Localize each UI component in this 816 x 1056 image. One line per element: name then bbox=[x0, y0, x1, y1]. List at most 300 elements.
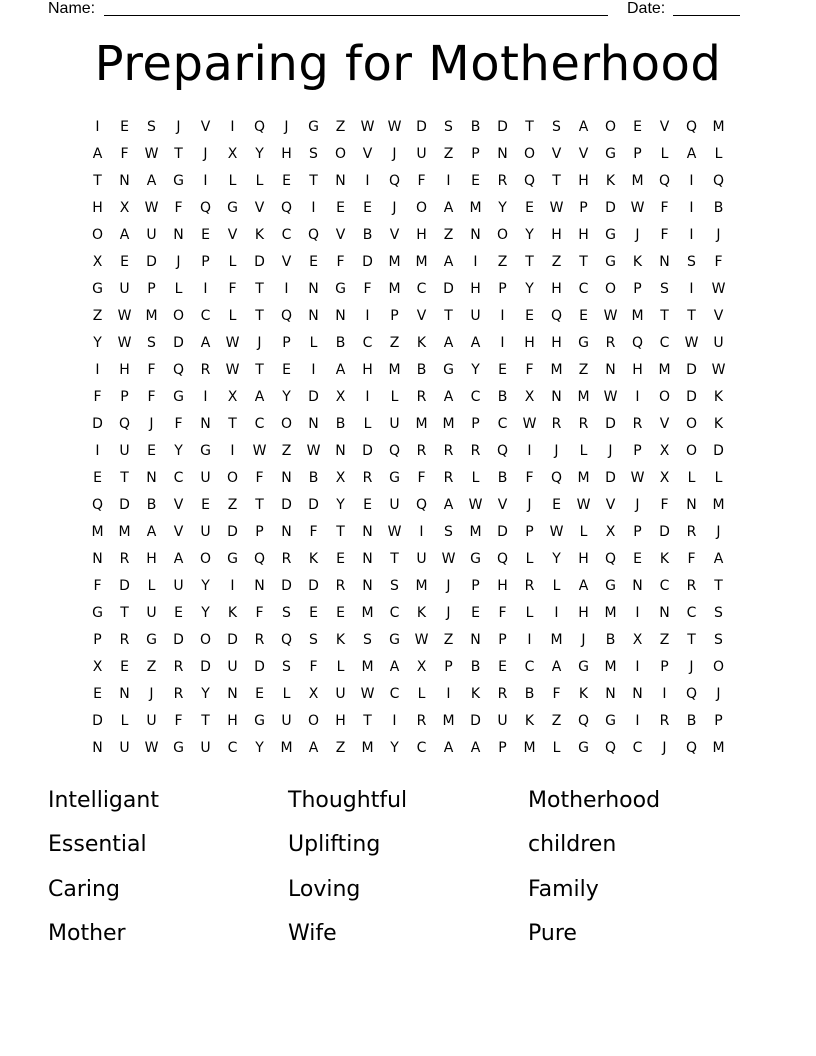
grid-letter[interactable]: O bbox=[334, 145, 347, 162]
grid-letter[interactable]: A bbox=[443, 496, 454, 513]
grid-letter[interactable]: V bbox=[659, 415, 670, 432]
grid-letter[interactable]: N bbox=[659, 253, 670, 270]
grid-letter[interactable]: G bbox=[92, 604, 103, 621]
grid-letter[interactable]: F bbox=[363, 280, 372, 297]
grid-letter[interactable]: S bbox=[390, 577, 399, 594]
grid-letter[interactable]: M bbox=[280, 739, 293, 756]
grid-letter[interactable]: M bbox=[604, 658, 617, 675]
grid-letter[interactable]: N bbox=[146, 469, 157, 486]
grid-letter[interactable]: U bbox=[119, 739, 130, 756]
grid-letter[interactable]: J bbox=[446, 577, 451, 594]
grid-letter[interactable]: D bbox=[659, 523, 670, 540]
grid-letter[interactable]: L bbox=[660, 145, 669, 162]
grid-letter[interactable]: F bbox=[552, 685, 561, 702]
grid-letter[interactable]: F bbox=[93, 577, 102, 594]
grid-letter[interactable]: L bbox=[390, 388, 399, 405]
grid-letter[interactable]: D bbox=[254, 253, 265, 270]
grid-letter[interactable]: I bbox=[203, 388, 208, 405]
grid-letter[interactable]: P bbox=[93, 631, 102, 648]
grid-letter[interactable]: H bbox=[281, 145, 292, 162]
grid-letter[interactable]: S bbox=[714, 604, 723, 621]
grid-letter[interactable]: Q bbox=[523, 172, 536, 189]
grid-letter[interactable]: C bbox=[632, 739, 643, 756]
grid-letter[interactable]: U bbox=[227, 658, 238, 675]
grid-letter[interactable]: P bbox=[471, 415, 480, 432]
grid-letter[interactable]: J bbox=[257, 334, 262, 351]
grid-letter[interactable]: A bbox=[92, 145, 103, 162]
grid-letter[interactable]: K bbox=[605, 172, 616, 189]
grid-letter[interactable]: C bbox=[200, 307, 211, 324]
grid-letter[interactable]: Y bbox=[552, 550, 561, 567]
grid-letter[interactable]: F bbox=[228, 280, 237, 297]
grid-letter[interactable]: N bbox=[173, 226, 184, 243]
grid-letter[interactable]: P bbox=[633, 523, 642, 540]
grid-letter[interactable]: G bbox=[578, 658, 589, 675]
grid-letter[interactable]: R bbox=[470, 442, 481, 459]
grid-letter[interactable]: G bbox=[605, 145, 616, 162]
grid-letter[interactable]: M bbox=[712, 118, 725, 135]
grid-letter[interactable]: Q bbox=[253, 118, 266, 135]
grid-letter[interactable]: S bbox=[660, 280, 669, 297]
grid-letter[interactable]: A bbox=[443, 199, 454, 216]
grid-letter[interactable]: G bbox=[443, 361, 454, 378]
grid-letter[interactable]: V bbox=[173, 523, 184, 540]
grid-letter[interactable]: N bbox=[119, 685, 130, 702]
grid-letter[interactable]: I bbox=[527, 442, 532, 459]
grid-letter[interactable]: S bbox=[714, 631, 723, 648]
grid-letter[interactable]: N bbox=[470, 226, 481, 243]
grid-letter[interactable]: M bbox=[550, 631, 563, 648]
grid-letter[interactable]: W bbox=[252, 442, 267, 459]
grid-letter[interactable]: L bbox=[471, 469, 480, 486]
grid-letter[interactable]: N bbox=[281, 469, 292, 486]
grid-letter[interactable]: P bbox=[525, 523, 534, 540]
grid-letter[interactable]: V bbox=[362, 145, 373, 162]
grid-letter[interactable]: A bbox=[254, 388, 265, 405]
grid-letter[interactable]: P bbox=[471, 577, 480, 594]
grid-letter[interactable]: K bbox=[632, 253, 643, 270]
grid-letter[interactable]: P bbox=[633, 280, 642, 297]
grid-letter[interactable]: S bbox=[282, 658, 291, 675]
grid-letter[interactable]: T bbox=[390, 550, 399, 567]
grid-letter[interactable]: U bbox=[119, 280, 130, 297]
grid-letter[interactable]: J bbox=[689, 658, 694, 675]
grid-letter[interactable]: V bbox=[659, 118, 670, 135]
grid-letter[interactable]: F bbox=[714, 253, 723, 270]
grid-letter[interactable]: L bbox=[282, 685, 291, 702]
grid-letter[interactable]: B bbox=[470, 118, 481, 135]
grid-letter[interactable]: C bbox=[524, 658, 535, 675]
grid-letter[interactable]: V bbox=[200, 118, 211, 135]
grid-letter[interactable]: I bbox=[392, 712, 397, 729]
grid-letter[interactable]: L bbox=[228, 307, 237, 324]
grid-letter[interactable]: Q bbox=[631, 334, 644, 351]
grid-letter[interactable]: P bbox=[390, 307, 399, 324]
grid-letter[interactable]: T bbox=[309, 172, 318, 189]
grid-letter[interactable]: I bbox=[635, 604, 640, 621]
grid-letter[interactable]: R bbox=[686, 577, 697, 594]
grid-letter[interactable]: Z bbox=[92, 307, 103, 324]
date-field-line[interactable] bbox=[673, 15, 740, 16]
grid-letter[interactable]: W bbox=[117, 334, 132, 351]
grid-letter[interactable]: E bbox=[309, 253, 318, 270]
grid-letter[interactable]: D bbox=[119, 496, 130, 513]
grid-letter[interactable]: V bbox=[551, 145, 562, 162]
grid-letter[interactable]: L bbox=[714, 145, 723, 162]
grid-letter[interactable]: S bbox=[444, 118, 453, 135]
grid-letter[interactable]: I bbox=[662, 685, 667, 702]
grid-letter[interactable]: Q bbox=[280, 199, 293, 216]
grid-letter[interactable]: D bbox=[443, 280, 454, 297]
grid-letter[interactable]: E bbox=[471, 604, 480, 621]
grid-letter[interactable]: Q bbox=[550, 307, 563, 324]
grid-letter[interactable]: W bbox=[603, 388, 618, 405]
grid-letter[interactable]: K bbox=[308, 550, 319, 567]
grid-letter[interactable]: R bbox=[416, 442, 427, 459]
grid-letter[interactable]: M bbox=[550, 361, 563, 378]
grid-letter[interactable]: B bbox=[146, 496, 157, 513]
grid-letter[interactable]: G bbox=[173, 388, 184, 405]
grid-letter[interactable]: D bbox=[362, 442, 373, 459]
grid-letter[interactable]: U bbox=[146, 226, 157, 243]
grid-letter[interactable]: S bbox=[687, 253, 696, 270]
grid-letter[interactable]: O bbox=[172, 307, 185, 324]
grid-letter[interactable]: N bbox=[92, 739, 103, 756]
grid-letter[interactable]: T bbox=[660, 307, 669, 324]
grid-letter[interactable]: E bbox=[201, 496, 210, 513]
grid-letter[interactable]: R bbox=[524, 577, 535, 594]
grid-letter[interactable]: R bbox=[659, 712, 670, 729]
grid-letter[interactable]: F bbox=[660, 199, 669, 216]
grid-letter[interactable]: I bbox=[689, 172, 694, 189]
grid-letter[interactable]: S bbox=[309, 145, 318, 162]
grid-letter[interactable]: D bbox=[308, 496, 319, 513]
grid-letter[interactable]: H bbox=[227, 712, 238, 729]
grid-letter[interactable]: S bbox=[147, 118, 156, 135]
grid-letter[interactable]: D bbox=[281, 496, 292, 513]
grid-letter[interactable]: A bbox=[686, 145, 697, 162]
grid-letter[interactable]: O bbox=[604, 118, 617, 135]
grid-letter[interactable]: Z bbox=[551, 712, 562, 729]
grid-letter[interactable]: M bbox=[388, 280, 401, 297]
grid-letter[interactable]: E bbox=[498, 361, 507, 378]
grid-letter[interactable]: L bbox=[147, 577, 156, 594]
grid-letter[interactable]: L bbox=[309, 334, 318, 351]
grid-letter[interactable]: T bbox=[687, 307, 696, 324]
grid-letter[interactable]: P bbox=[498, 631, 507, 648]
grid-letter[interactable]: I bbox=[365, 172, 370, 189]
grid-letter[interactable]: P bbox=[120, 388, 129, 405]
grid-letter[interactable]: I bbox=[500, 307, 505, 324]
grid-letter[interactable]: Z bbox=[578, 361, 589, 378]
grid-letter[interactable]: G bbox=[578, 739, 589, 756]
grid-letter[interactable]: M bbox=[388, 253, 401, 270]
grid-letter[interactable]: T bbox=[525, 253, 534, 270]
grid-letter[interactable]: D bbox=[470, 712, 481, 729]
grid-letter[interactable]: Q bbox=[280, 307, 293, 324]
grid-letter[interactable]: D bbox=[497, 118, 508, 135]
grid-letter[interactable]: O bbox=[712, 658, 725, 675]
grid-letter[interactable]: M bbox=[442, 415, 455, 432]
grid-letter[interactable]: M bbox=[712, 496, 725, 513]
grid-letter[interactable]: B bbox=[605, 631, 616, 648]
grid-letter[interactable]: K bbox=[713, 388, 724, 405]
grid-letter[interactable]: G bbox=[605, 226, 616, 243]
grid-letter[interactable]: F bbox=[687, 550, 696, 567]
grid-letter[interactable]: J bbox=[284, 118, 289, 135]
grid-letter[interactable]: P bbox=[201, 253, 210, 270]
grid-letter[interactable]: R bbox=[362, 469, 373, 486]
grid-letter[interactable]: E bbox=[363, 496, 372, 513]
grid-letter[interactable]: N bbox=[119, 172, 130, 189]
grid-letter[interactable]: F bbox=[309, 523, 318, 540]
grid-letter[interactable]: I bbox=[635, 712, 640, 729]
grid-letter[interactable]: M bbox=[577, 388, 590, 405]
grid-letter[interactable]: Z bbox=[389, 334, 400, 351]
grid-letter[interactable]: E bbox=[633, 550, 642, 567]
grid-letter[interactable]: Q bbox=[307, 226, 320, 243]
grid-letter[interactable]: J bbox=[635, 496, 640, 513]
grid-letter[interactable]: N bbox=[659, 604, 670, 621]
grid-letter[interactable]: M bbox=[361, 739, 374, 756]
grid-letter[interactable]: E bbox=[336, 199, 345, 216]
grid-letter[interactable]: I bbox=[311, 199, 316, 216]
grid-letter[interactable]: E bbox=[255, 685, 264, 702]
grid-letter[interactable]: M bbox=[415, 253, 428, 270]
grid-letter[interactable]: K bbox=[659, 550, 670, 567]
grid-letter[interactable]: I bbox=[311, 361, 316, 378]
grid-letter[interactable]: Y bbox=[390, 739, 399, 756]
grid-letter[interactable]: B bbox=[497, 469, 508, 486]
grid-letter[interactable]: O bbox=[685, 415, 698, 432]
grid-letter[interactable]: I bbox=[554, 604, 559, 621]
grid-letter[interactable]: A bbox=[335, 361, 346, 378]
grid-letter[interactable]: J bbox=[176, 253, 181, 270]
grid-letter[interactable]: I bbox=[365, 307, 370, 324]
grid-letter[interactable]: C bbox=[497, 415, 508, 432]
grid-letter[interactable]: Z bbox=[227, 496, 238, 513]
grid-letter[interactable]: U bbox=[389, 496, 400, 513]
grid-letter[interactable]: X bbox=[335, 469, 346, 486]
grid-letter[interactable]: G bbox=[146, 631, 157, 648]
grid-letter[interactable]: E bbox=[93, 685, 102, 702]
grid-letter[interactable]: I bbox=[95, 442, 100, 459]
grid-letter[interactable]: F bbox=[174, 199, 183, 216]
grid-letter[interactable]: E bbox=[282, 361, 291, 378]
grid-letter[interactable]: I bbox=[95, 361, 100, 378]
grid-letter[interactable]: L bbox=[174, 280, 183, 297]
grid-letter[interactable]: T bbox=[552, 172, 561, 189]
grid-letter[interactable]: X bbox=[659, 442, 670, 459]
grid-letter[interactable]: F bbox=[255, 469, 264, 486]
grid-letter[interactable]: D bbox=[362, 253, 373, 270]
grid-letter[interactable]: Z bbox=[335, 118, 346, 135]
grid-letter[interactable]: E bbox=[498, 658, 507, 675]
grid-letter[interactable]: Y bbox=[255, 145, 264, 162]
grid-letter[interactable]: W bbox=[225, 334, 240, 351]
grid-letter[interactable]: H bbox=[92, 199, 103, 216]
grid-letter[interactable]: X bbox=[659, 469, 670, 486]
grid-letter[interactable]: U bbox=[200, 739, 211, 756]
grid-letter[interactable]: E bbox=[363, 199, 372, 216]
grid-letter[interactable]: I bbox=[527, 631, 532, 648]
grid-letter[interactable]: I bbox=[689, 199, 694, 216]
grid-letter[interactable]: A bbox=[551, 658, 562, 675]
grid-letter[interactable]: W bbox=[360, 685, 375, 702]
grid-letter[interactable]: P bbox=[147, 280, 156, 297]
grid-letter[interactable]: E bbox=[282, 172, 291, 189]
grid-letter[interactable]: Z bbox=[659, 631, 670, 648]
grid-letter[interactable]: L bbox=[525, 550, 534, 567]
grid-letter[interactable]: D bbox=[308, 388, 319, 405]
grid-letter[interactable]: U bbox=[416, 550, 427, 567]
grid-letter[interactable]: J bbox=[446, 604, 451, 621]
grid-letter[interactable]: U bbox=[335, 685, 346, 702]
grid-letter[interactable]: R bbox=[497, 685, 508, 702]
grid-letter[interactable]: D bbox=[605, 415, 616, 432]
grid-letter[interactable]: W bbox=[387, 118, 402, 135]
grid-letter[interactable]: J bbox=[203, 145, 208, 162]
grid-letter[interactable]: E bbox=[471, 172, 480, 189]
grid-letter[interactable]: G bbox=[92, 280, 103, 297]
grid-letter[interactable]: Q bbox=[685, 118, 698, 135]
grid-letter[interactable]: D bbox=[308, 577, 319, 594]
grid-letter[interactable]: R bbox=[551, 415, 562, 432]
grid-letter[interactable]: U bbox=[200, 469, 211, 486]
grid-letter[interactable]: I bbox=[473, 253, 478, 270]
grid-letter[interactable]: U bbox=[713, 334, 724, 351]
grid-letter[interactable]: X bbox=[335, 388, 346, 405]
grid-letter[interactable]: L bbox=[579, 442, 588, 459]
grid-letter[interactable]: H bbox=[578, 226, 589, 243]
grid-letter[interactable]: U bbox=[119, 442, 130, 459]
grid-letter[interactable]: T bbox=[336, 523, 345, 540]
grid-letter[interactable]: Y bbox=[201, 685, 210, 702]
grid-letter[interactable]: F bbox=[498, 604, 507, 621]
grid-letter[interactable]: X bbox=[416, 658, 427, 675]
grid-letter[interactable]: D bbox=[497, 523, 508, 540]
grid-letter[interactable]: T bbox=[525, 118, 534, 135]
grid-letter[interactable]: Q bbox=[280, 631, 293, 648]
grid-letter[interactable]: N bbox=[335, 442, 346, 459]
grid-letter[interactable]: Q bbox=[496, 550, 509, 567]
grid-letter[interactable]: V bbox=[497, 496, 508, 513]
grid-letter[interactable]: N bbox=[632, 577, 643, 594]
grid-letter[interactable]: R bbox=[416, 388, 427, 405]
grid-letter[interactable]: N bbox=[362, 577, 373, 594]
grid-letter[interactable]: N bbox=[605, 361, 616, 378]
grid-letter[interactable]: T bbox=[201, 712, 210, 729]
grid-letter[interactable]: I bbox=[446, 685, 451, 702]
grid-letter[interactable]: W bbox=[387, 523, 402, 540]
grid-letter[interactable]: D bbox=[686, 361, 697, 378]
grid-letter[interactable]: F bbox=[525, 361, 534, 378]
grid-letter[interactable]: G bbox=[605, 712, 616, 729]
grid-letter[interactable]: W bbox=[468, 496, 483, 513]
grid-letter[interactable]: O bbox=[523, 145, 536, 162]
grid-letter[interactable]: M bbox=[145, 307, 158, 324]
grid-letter[interactable]: F bbox=[525, 469, 534, 486]
grid-letter[interactable]: F bbox=[417, 172, 426, 189]
grid-letter[interactable]: F bbox=[147, 361, 156, 378]
grid-letter[interactable]: U bbox=[470, 307, 481, 324]
grid-letter[interactable]: M bbox=[577, 469, 590, 486]
grid-letter[interactable]: V bbox=[254, 199, 265, 216]
grid-letter[interactable]: D bbox=[416, 118, 427, 135]
grid-letter[interactable]: A bbox=[146, 523, 157, 540]
grid-letter[interactable]: K bbox=[713, 415, 724, 432]
grid-letter[interactable]: J bbox=[716, 523, 721, 540]
grid-letter[interactable]: D bbox=[173, 334, 184, 351]
grid-letter[interactable]: Q bbox=[712, 172, 725, 189]
grid-letter[interactable]: A bbox=[470, 739, 481, 756]
grid-letter[interactable]: D bbox=[254, 658, 265, 675]
grid-letter[interactable]: N bbox=[227, 685, 238, 702]
grid-letter[interactable]: Y bbox=[201, 604, 210, 621]
grid-letter[interactable]: W bbox=[684, 334, 699, 351]
grid-letter[interactable]: N bbox=[362, 550, 373, 567]
grid-letter[interactable]: V bbox=[281, 253, 292, 270]
grid-letter[interactable]: H bbox=[362, 361, 373, 378]
grid-letter[interactable]: N bbox=[254, 577, 265, 594]
grid-letter[interactable]: B bbox=[713, 199, 724, 216]
grid-letter[interactable]: Q bbox=[91, 496, 104, 513]
grid-letter[interactable]: M bbox=[631, 307, 644, 324]
grid-letter[interactable]: Q bbox=[118, 415, 131, 432]
grid-letter[interactable]: M bbox=[415, 415, 428, 432]
grid-letter[interactable]: E bbox=[579, 307, 588, 324]
grid-letter[interactable]: U bbox=[173, 577, 184, 594]
grid-letter[interactable]: E bbox=[336, 550, 345, 567]
grid-letter[interactable]: E bbox=[120, 253, 129, 270]
grid-letter[interactable]: C bbox=[659, 334, 670, 351]
grid-letter[interactable]: D bbox=[281, 577, 292, 594]
grid-letter[interactable]: K bbox=[578, 685, 589, 702]
grid-letter[interactable]: D bbox=[686, 388, 697, 405]
grid-letter[interactable]: P bbox=[498, 739, 507, 756]
grid-letter[interactable]: D bbox=[92, 712, 103, 729]
grid-letter[interactable]: S bbox=[147, 334, 156, 351]
grid-letter[interactable]: T bbox=[174, 145, 183, 162]
grid-letter[interactable]: I bbox=[365, 388, 370, 405]
grid-letter[interactable]: D bbox=[227, 523, 238, 540]
grid-letter[interactable]: B bbox=[416, 361, 427, 378]
grid-letter[interactable]: J bbox=[527, 496, 532, 513]
grid-letter[interactable]: R bbox=[497, 172, 508, 189]
grid-letter[interactable]: W bbox=[144, 739, 159, 756]
grid-letter[interactable]: B bbox=[362, 226, 373, 243]
grid-letter[interactable]: I bbox=[500, 334, 505, 351]
grid-letter[interactable]: Y bbox=[93, 334, 102, 351]
grid-letter[interactable]: T bbox=[255, 280, 264, 297]
grid-letter[interactable]: E bbox=[309, 604, 318, 621]
grid-letter[interactable]: A bbox=[308, 739, 319, 756]
grid-letter[interactable]: V bbox=[713, 307, 724, 324]
grid-letter[interactable]: G bbox=[578, 334, 589, 351]
grid-letter[interactable]: S bbox=[282, 604, 291, 621]
grid-letter[interactable]: J bbox=[608, 442, 613, 459]
grid-letter[interactable]: A bbox=[470, 334, 481, 351]
grid-letter[interactable]: I bbox=[95, 118, 100, 135]
grid-letter[interactable]: N bbox=[200, 415, 211, 432]
grid-letter[interactable]: E bbox=[174, 604, 183, 621]
grid-letter[interactable]: N bbox=[362, 523, 373, 540]
grid-letter[interactable]: M bbox=[631, 172, 644, 189]
grid-letter[interactable]: K bbox=[524, 712, 535, 729]
grid-letter[interactable]: X bbox=[92, 658, 103, 675]
grid-letter[interactable]: I bbox=[284, 280, 289, 297]
grid-letter[interactable]: D bbox=[227, 631, 238, 648]
